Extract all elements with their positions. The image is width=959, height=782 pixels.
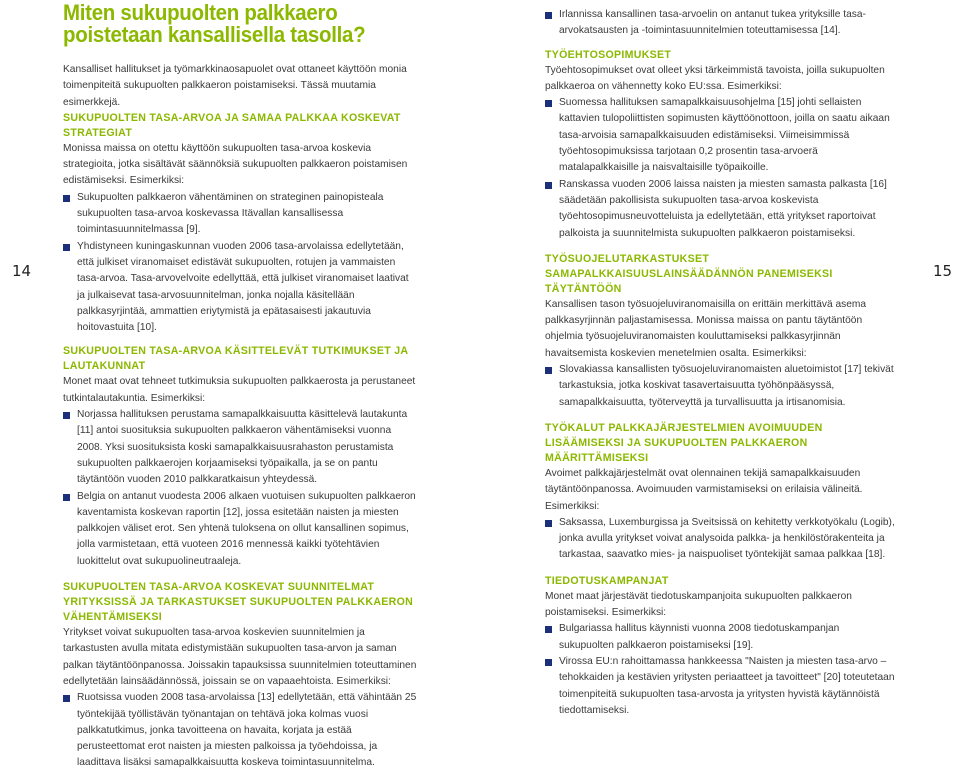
section-inspections bbox=[545, 252, 895, 411]
bullet-item: Irlannissa kansallinen tasa-arvoelin on antanut tukea yrityksille tasa-arvokatsausten ja -toimintasuunnitelmien toteuttamisessa [14]. bbox=[545, 7, 895, 40]
section-text: Kansallisen tason työsuojeluviranomaisilla on erittäin merkittävä asema palkkasyrjinnän paljastamisessa. Monissa maissa on pantu täytäntöön ohjelmia työsuojeluviranomaisten kouluttamiseksi palkkasyrjinnän havaitsemista koskevien menetelmien osalta. Esimerkiksi: bbox=[545, 298, 867, 359]
section-studies bbox=[63, 344, 419, 570]
section-heading: SUKUPUOLTEN TASA-ARVOA KOSKEVAT SUUNNITELMAT YRITYKSISSÄ JA TARKASTUKSET SUKUPUOLTEN PALKKAERON VÄHENTÄMISEKSI bbox=[63, 581, 414, 624]
section-strategies bbox=[63, 111, 419, 337]
bullet-item: Suomessa hallituksen samapalkkaisuusohjelma [15] johti sellaisten kattavien tulopoliittisten sopimusten käyttöönottoon, joilla on saatu aikaan tasa-arvoisia samapalkkaisuuden edistämiseksi. Viimeisimmissä työehtosopimuksissa tarjotaan 0,2 prosentin tasa-arvoerä matalapalkkaisille ja naisvaltaisille työpaikoille. bbox=[545, 95, 895, 176]
section-heading: TYÖEHTOSOPIMUKSET bbox=[545, 48, 672, 61]
section-transparency-tools bbox=[545, 421, 895, 564]
section-company-plans bbox=[63, 580, 419, 772]
bullet-item: Belgia on antanut vuodesta 2006 alkaen vuotuisen sukupuolten palkkaeron kaventamista koskevan raportin [12], jossa esitetään naisten ja miesten palkkojen väliset erot. Sen yhtenä tuloksena on ollut kansallinen sopimus, jolla varmistetaan, että vuoteen 2016 mennessä kaikki työtehtävien luokittelut ovat sukupuolineutraaleja. bbox=[63, 489, 419, 570]
section-heading: TIEDOTUSKAMPANJAT bbox=[545, 574, 669, 587]
bullet-item: Yhdistyneen kuningaskunnan vuoden 2006 tasa-arvolaissa edellytetään, että julkiset viranomaiset edistävät sukupuolten, rotujen ja vammaisten tasa-arvoa. Tasa-arvovelvoite edellyttää, että julkiset viranomaiset laativat ja julkaisevat tasa-arvosuunnitelman, jonka nojalla käsitellään palkkasyrjintää, ammattien eriytymistä ja epätasaisesti jakautuvia hoitovastuita [10]. bbox=[63, 239, 419, 337]
section-campaigns bbox=[545, 574, 895, 719]
bullet-item: Saksassa, Luxemburgissa ja Sveitsissä on kehitetty verkkotyökalu (Logib), jonka avulla yritykset voivat analysoida palkka- ja henkilöstörakenteita ja tarkastaa, saavatko mies- ja naispuoliset työntekijät samaa palkkaa [18]. bbox=[545, 515, 895, 564]
section-heading: SUKUPUOLTEN TASA-ARVOA KÄSITTELEVÄT TUTKIMUKSET JA LAUTAKUNNAT bbox=[63, 345, 408, 373]
bullet-item: Bulgariassa hallitus käynnisti vuonna 2008 tiedotuskampanjan sukupuolten palkkaeron poistamiseksi [19]. bbox=[545, 621, 895, 654]
right-column bbox=[545, 7, 895, 729]
section-text: Yritykset voivat sukupuolten tasa-arvoa koskevien suunnitelmien ja tarkastusten avulla mitata edistymistään sukupuolten tasa-arvon ja saman palkan täytäntöönpanossa. Joissakin tapauksissa suunnitelmien toteuttaminen edellytetään lainsäädännössä, joissain se on vapaaehtoista. Esimerkiksi: bbox=[63, 627, 417, 687]
section-heading: TYÖSUOJELUTARKASTUKSET SAMAPALKKAISUUSLAINSÄÄDÄNNÖN PANEMISEKSI TÄYTÄNTÖÖN bbox=[545, 252, 833, 295]
page-title: Miten sukupuolten palkkaero poistetaan kansallisella tasolla? bbox=[63, 0, 366, 47]
bullet-item: Sukupuolten palkkaeron vähentäminen on strateginen painopisteala sukupuolten tasa-arvoa koskevassa Itävallan kansallisessa toimintasuunnitelmassa [9]. bbox=[63, 190, 419, 239]
section-text: Avoimet palkkajärjestelmät ovat olennainen tekijä samapalkkaisuuden täytäntöönpanossa. Avoimuuden varmistamiseksi on erilaisia välineitä. Esimerkiksi: bbox=[545, 467, 863, 512]
section-text: Monet maat ovat tehneet tutkimuksia sukupuolten palkkaerosta ja perustaneet tutkintalautakuntia. Esimerkiksi: bbox=[63, 376, 416, 404]
intro-paragraph: Kansalliset hallitukset ja työmarkkinaosapuolet ovat ottaneet käyttöön monia toimenpiteitä sukupuolten palkkaeron poistamiseksi. Tässä muutamia esimerkkejä. bbox=[63, 64, 407, 108]
left-column bbox=[63, 2, 419, 782]
section-text: Monissa maissa on otettu käyttöön sukupuolten tasa-arvoa koskevia strategioita, jotka sisältävät säännöksiä sukupuolten palkkaeron poistamisen edistämiseksi. Esimerkiksi: bbox=[63, 142, 408, 187]
section-heading: SUKUPUOLTEN TASA-ARVOA JA SAMAA PALKKAA KOSKEVAT STRATEGIAT bbox=[63, 111, 401, 139]
bullet-item: Virossa EU:n rahoittamassa hankkeessa "Naisten ja miesten tasa-arvo – tehokkaiden ja kestävien yritysten periaatteet ja tavoitteet" [20] toteutetaan toimenpiteitä sukupuolten tasa-arvosta ja yritysten hyvistä käytännöistä tiedottamiseksi. bbox=[545, 654, 895, 719]
bullet-item: Ruotsissa vuoden 2008 tasa-arvolaissa [13] edellytetään, että vähintään 25 työntekijää työllistävän työnantajan on tehtävä joka kolmas vuosi palkkatutkimus, jonka tavoitteena on havaita, korjata ja estää perusteettomat erot naisten ja miesten palkoissa ja työehdoissa, ja laadittava lisäksi samapalkkaisuutta koskeva toimintasuunnitelma. bbox=[63, 690, 419, 771]
bullet-item: Slovakiassa kansallisten työsuojeluviranomaisten aluetoimistot [17] tekivät tarkastuksia, jotka koskivat tasavertaisuutta työhönpääsyssä, samapalkkaisuutta, työterveyttä ja turvallisuutta ja irtisanomisia. bbox=[545, 362, 895, 411]
bullet-item: Ranskassa vuoden 2006 laissa naisten ja miesten samasta palkasta [16] säädetään pakollisista sukupuolten tasa-arvoa koskevista työehtosopimusneuvotteluista ja edellytetään, että yritykset raportoivat palkoista ja suunnitelmista sukupuolten palkkaeron poistamiseksi. bbox=[545, 177, 895, 242]
bullet-item: Norjassa hallituksen perustama samapalkkaisuutta käsittelevä lautakunta [11] antoi suosituksia sukupuolten palkkaeron vähentämiseksi vuonna 2008. Yksi suosituksista koski samapalkkaisuusrahaston perustamista sukupuolten palkkaerojen korjaamiseksi työpaikalla, ja se on pantu täytäntöön vuoden 2010 palkkaratkaisun yhteydessä. bbox=[63, 407, 419, 488]
section-text: Työehtosopimukset ovat olleet yksi tärkeimmistä tavoista, joilla sukupuolten palkkaeroa on vähennetty koko EU:ssa. Esimerkiksi: bbox=[545, 64, 885, 92]
section-text: Monet maat järjestävät tiedotuskampanjoita sukupuolten palkkaeron poistamiseksi. Esimerkiksi: bbox=[545, 590, 852, 619]
section-heading: TYÖKALUT PALKKAJÄRJESTELMIEN AVOIMUUDEN LISÄÄMISEKSI JA SUKUPUOLTEN PALKKAERON MÄÄRITTÄMISEKSI bbox=[545, 421, 823, 464]
page-number-right: 15 bbox=[933, 262, 953, 280]
page-number-left: 14 bbox=[12, 262, 32, 280]
section-collective-agreements bbox=[545, 48, 895, 242]
